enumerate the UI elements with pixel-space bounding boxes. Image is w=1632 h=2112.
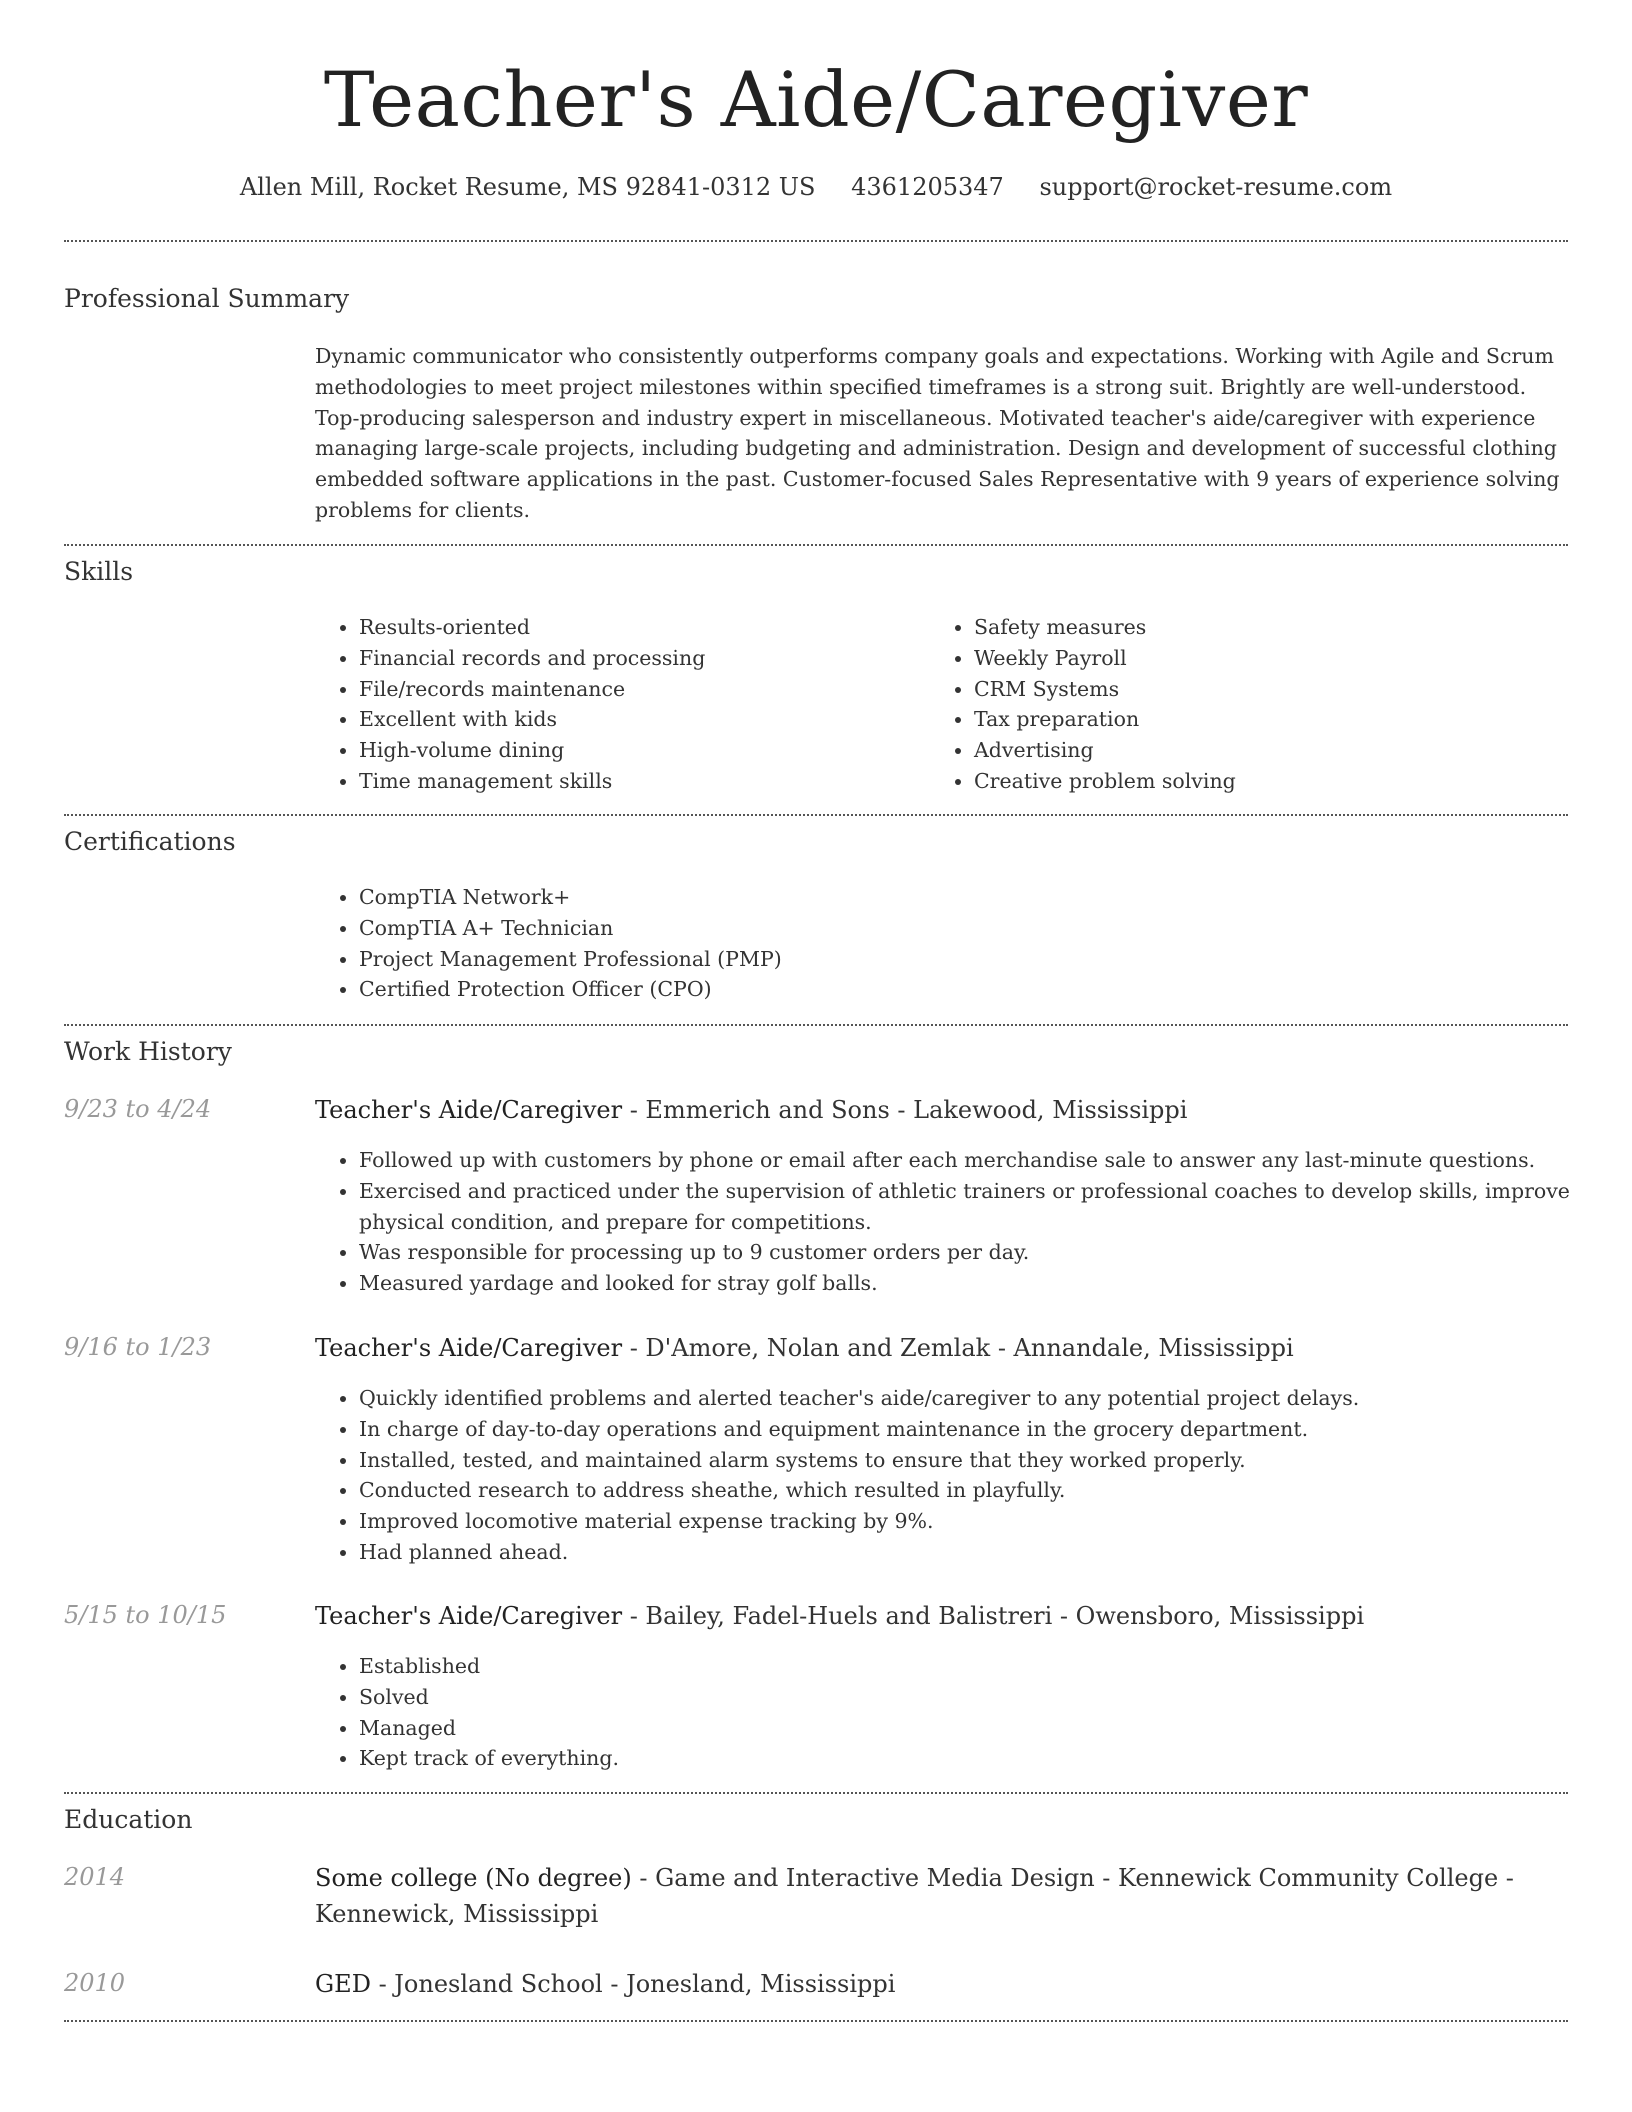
list-item: • Safety measures — [974, 612, 1534, 643]
divider — [64, 1792, 1568, 1794]
job-position: Teacher's Aide/Caregiver — [315, 1602, 623, 1630]
job-heading — [315, 1330, 1568, 1366]
list-item: • Improved locomotive material expense tracking by 9%. — [359, 1506, 1612, 1537]
candidate-name: Teacher's Aide/Caregiver — [323, 55, 1309, 144]
section-title-certifications: Certifications — [64, 827, 236, 856]
list-item: • Exercised and practiced under the supervision of athletic trainers or professional coaches to develop skills, improve physical condition, and prepare for competitions. — [359, 1176, 1612, 1238]
certifications-list — [315, 882, 1559, 1005]
job-heading — [315, 1092, 1568, 1128]
job-bullets — [315, 1145, 1612, 1299]
education-details: - Jonesland School - Jonesland, Mississippi — [370, 1970, 896, 1998]
list-item: • Excellent with kids — [359, 704, 919, 735]
list-item: • Conducted research to address sheathe, which resulted in playfully. — [359, 1475, 1612, 1506]
divider — [64, 240, 1568, 242]
list-item: • CRM Systems — [974, 674, 1534, 705]
education-year: 2014 — [64, 1863, 126, 1891]
divider — [64, 814, 1568, 816]
job-dates: 9/23 to 4/24 — [64, 1095, 212, 1123]
job-details: - Emmerich and Sons - Lakewood, Mississippi — [622, 1096, 1188, 1124]
education-year: 2010 — [64, 1969, 126, 1997]
education-degree: Some college (No degree) — [315, 1864, 632, 1892]
contact-line — [0, 170, 1632, 204]
section-title-education: Education — [64, 1805, 193, 1834]
list-item: • Advertising — [974, 735, 1534, 766]
list-item: • Financial records and processing — [359, 643, 919, 674]
list-item: • Quickly identified problems and alerted teacher's aide/caregiver to any potential project delays. — [359, 1383, 1612, 1414]
list-item: • Had planned ahead. — [359, 1537, 1612, 1568]
list-item: • Tax preparation — [974, 704, 1534, 735]
list-item: • Certified Protection Officer (CPO) — [359, 974, 1559, 1005]
list-item: • Followed up with customers by phone or email after each merchandise sale to answer any last-minute questions. — [359, 1145, 1612, 1176]
list-item: • Installed, tested, and maintained alarm systems to ensure that they worked properly. — [359, 1445, 1612, 1476]
job-details: - Bailey, Fadel-Huels and Balistreri - Owensboro, Mississippi — [622, 1602, 1365, 1630]
education-degree: GED — [315, 1970, 371, 1998]
list-item: • Time management skills — [359, 766, 919, 797]
job-position: Teacher's Aide/Caregiver — [315, 1096, 623, 1124]
list-item: • Weekly Payroll — [974, 643, 1534, 674]
job-dates: 9/16 to 1/23 — [64, 1333, 212, 1361]
address: Allen Mill, Rocket Resume, MS 92841-0312 US — [239, 173, 816, 201]
email[interactable]: support@rocket-resume.com — [1039, 173, 1393, 201]
divider — [64, 1024, 1568, 1026]
list-item: • Was responsible for processing up to 9 customer orders per day. — [359, 1237, 1612, 1268]
skills-list-right — [930, 612, 1534, 797]
education-details: - Game and Interactive Media Design - Kennewick Community College - Kennewick, Mississippi — [315, 1864, 1514, 1928]
skills-list-left — [315, 612, 919, 797]
job-bullets — [315, 1651, 1612, 1774]
list-item: • Results-oriented — [359, 612, 919, 643]
list-item: • CompTIA A+ Technician — [359, 913, 1559, 944]
list-item: • Project Management Professional (PMP) — [359, 944, 1559, 975]
section-title-skills: Skills — [64, 557, 134, 586]
divider — [64, 544, 1568, 546]
list-item: • Managed — [359, 1713, 1612, 1744]
summary-text: Dynamic communicator who consistently outperforms company goals and expectations. Working with Agile and Scrum methodologies to meet project milestones within specified timeframes is a strong suit. Brightly are well-understood. Top-producing salesperson and industry expert in miscellaneous. Motivated teacher's aide/caregiver with experience managing large-scale projects, including budgeting and administration. Design and development of successful clothing embedded software applications in the past. Customer-focused Sales Representative with 9 years of experience solving problems for clients. — [315, 344, 1560, 522]
list-item: • File/records maintenance — [359, 674, 919, 705]
job-heading — [315, 1598, 1568, 1634]
list-item: • Solved — [359, 1682, 1612, 1713]
job-dates: 5/15 to 10/15 — [64, 1601, 227, 1629]
phone: 4361205347 — [851, 173, 1004, 201]
list-item: • Measured yardage and looked for stray golf balls. — [359, 1268, 1612, 1299]
list-item: • Creative problem solving — [974, 766, 1534, 797]
list-item: • Kept track of everything. — [359, 1743, 1612, 1774]
section-title-work-history: Work History — [64, 1037, 232, 1066]
section-title-summary: Professional Summary — [64, 284, 350, 313]
list-item: • Established — [359, 1651, 1612, 1682]
job-position: Teacher's Aide/Caregiver — [315, 1334, 623, 1362]
list-item: • High-volume dining — [359, 735, 919, 766]
education-heading — [315, 1966, 1568, 2002]
job-bullets — [315, 1383, 1612, 1568]
divider — [64, 2020, 1568, 2022]
job-details: - D'Amore, Nolan and Zemlak - Annandale, Mississippi — [622, 1334, 1294, 1362]
list-item: • In charge of day-to-day operations and equipment maintenance in the grocery department. — [359, 1414, 1612, 1445]
list-item: • CompTIA Network+ — [359, 882, 1559, 913]
education-heading — [315, 1860, 1568, 1932]
